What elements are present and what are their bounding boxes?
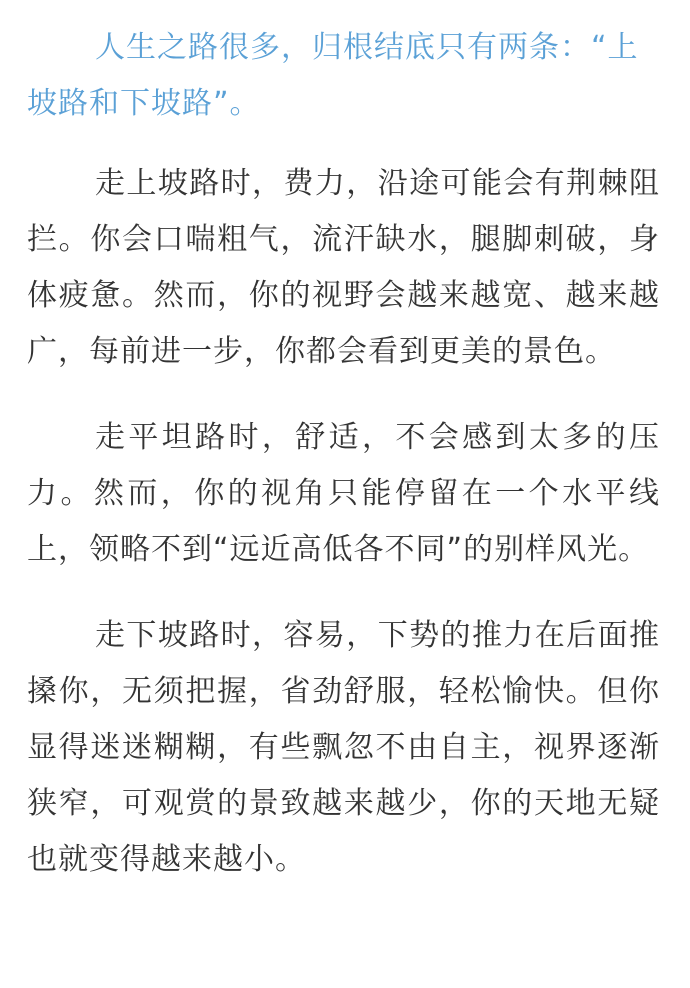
paragraph-flat: 走平坦路时，舒适，不会感到太多的压力。然而，你的视角只能停留在一个水平线上，领略不到“远近高低各不同”的别样风光。 (27, 420, 660, 567)
intro-highlight-text: 人生之路很多，归根结底只有两条：“上坡路和下坡路”。 (27, 30, 639, 121)
paragraph-uphill: 走上坡路时，费力，沿途可能会有荆棘阻拦。你会口喘粗气，流汗缺水，腿脚刺破，身体疲惫。然而，你的视野会越来越宽、越来越广，每前进一步，你都会看到更美的景色。 (27, 166, 660, 369)
paragraph-downhill: 走下坡路时，容易，下势的推力在后面推搡你，无须把握，省劲舒服，轻松愉快。但你显得迷迷糊糊，有些飘忽不由自主，视界逐渐狭窄，可观赏的景致越来越少，你的天地无疑也就变得越来越小。 (27, 618, 660, 877)
